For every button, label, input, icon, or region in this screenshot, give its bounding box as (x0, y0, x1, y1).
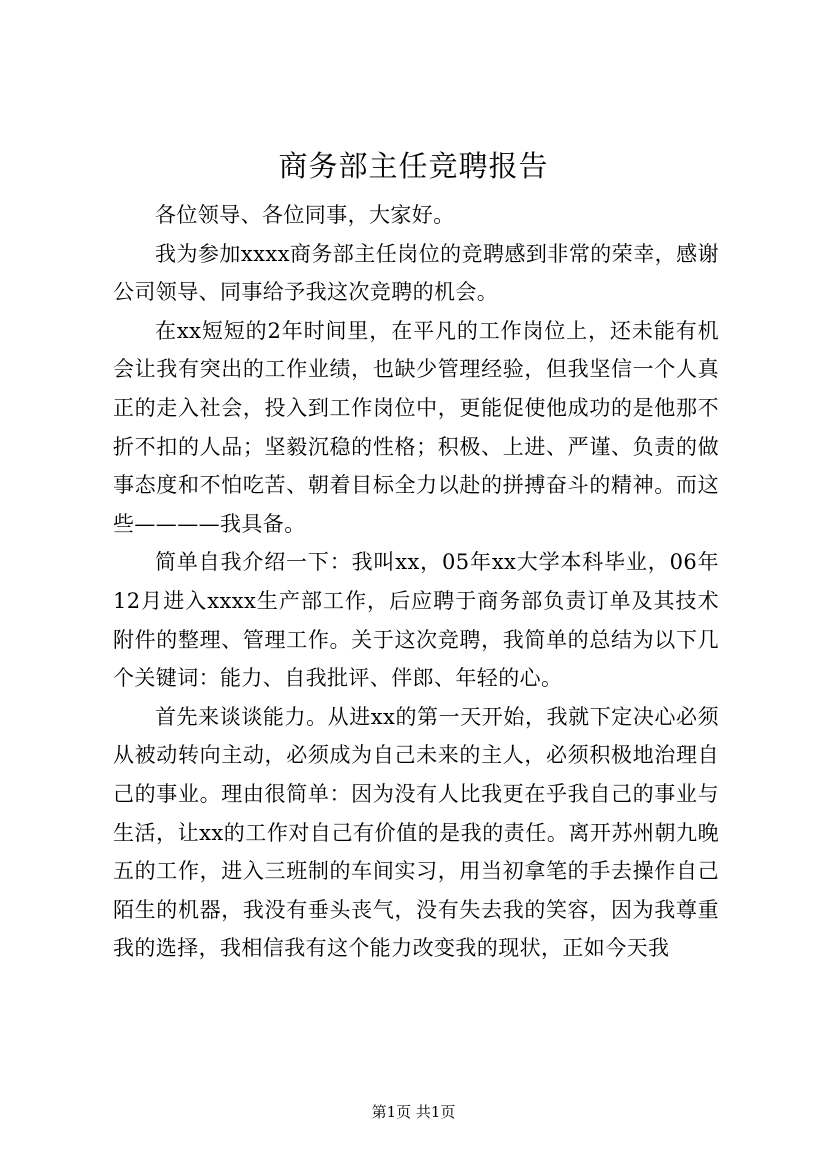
paragraph-qualities: 在xx短短的2年时间里，在平凡的工作岗位上，还未能有机会让我有突出的工作业绩，也缺少管理经验，但我坚信一个人真正的走入社会，投入到工作岗位中，更能促使他成功的是他那不折不扣的人品；坚毅沉稳的性格；积极、上进、严谨、负责的做事态度和不怕吃苦、朝着目标全力以赴的拼搏奋斗的精神。而这些————我具备。 (113, 318, 719, 536)
paragraph-thanks: 我为参加xxxx商务部主任岗位的竞聘感到非常的荣幸，感谢公司领导、同事给予我这次竞聘的机会。 (113, 241, 719, 305)
document-body (113, 196, 719, 968)
document-title: 商务部主任竞聘报告 (278, 149, 549, 183)
paragraph-introduction: 简单自我介绍一下：我叫xx，05年xx大学本科毕业，06年12月进入xxxx生产部工作，后应聘于商务部负责订单及其技术附件的整理、管理工作。关于这次竞聘，我简单的总结为以下几个关键词：能力、自我批评、伴郎、年轻的心。 (113, 550, 719, 691)
paragraph-ability: 首先来谈谈能力。从进xx的第一天开始，我就下定决心必须从被动转向主动，必须成为自己未来的主人，必须积极地治理自己的事业。理由很简单：因为没有人比我更在乎我自己的事业与生活，让xx的工作对自己有价值的是我的责任。离开苏州朝九晚五的工作，进入三班制的车间实习，用当初拿笔的手去操作自己陌生的机器，我没有垂头丧气，没有失去我的笑容，因为我尊重我的选择，我相信我有这个能力改变我的现状，正如今天我 (113, 704, 719, 961)
paragraph-greeting: 各位领导、各位同事，大家好。 (155, 203, 455, 227)
page-footer: 第1页 共1页 (371, 1103, 456, 1121)
